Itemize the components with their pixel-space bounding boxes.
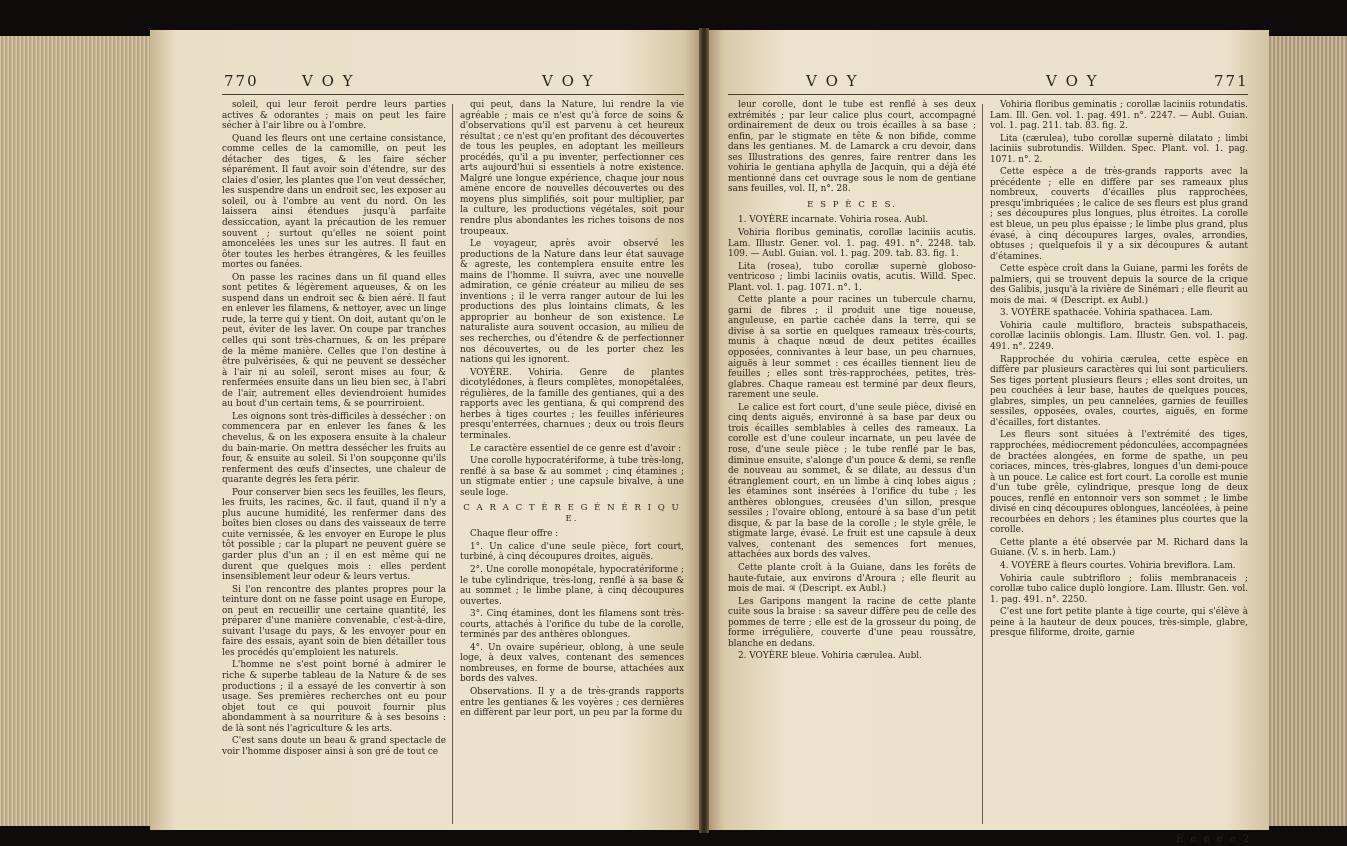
paragraph: Vohiria caule multifloro, bracteis subspathaceis, corollæ laciniis oblongis. Lam. Illustr. Gen. vol. 1. pag. 491. n°. 2249. xyxy=(990,320,1248,353)
header-rule-right xyxy=(728,94,1248,95)
signature-mark: E e e e e 2 xyxy=(1176,834,1252,845)
paragraph: Cette espèce croît dans la Guiane, parmi les forêts de palmiers, qui se trouvent depuis la source de la crique des Galibis, jusqu'à la rivière de Sinémari ; elle fleurit au mois de mai. ♃ (Descript. ex Aubl.) xyxy=(990,264,1248,306)
paragraph: Le calice est fort court, d'une seule pièce, divisé en cinq dents aiguës, environné à sa base par deux ou trois écailles semblables à celles des rameaux. La corolle est d'une couleur incarnate, un peu lavée de rose, d'une seule pièce ; le tube renflé par le bas, diminue ensuite, s'alonge d'un pouce & demi, se renfle de nouveau au sommet, & se dilate, au dessus d'un étranglement court, en un limbe à cinq lobes aigus ; les étamines sont insérées à l'orifice du tube ; les anthères oblongues, creusées d'un sillon, presque sessiles ; l'ovaire oblong, entouré à sa base d'un petit disque, & par la base de la corolle ; le style grêle, le stigmate large, évasé. Le fruit est une capsule à deux valves, contenant des semences fort menues, attachées aux bords des valves. xyxy=(728,402,976,561)
paragraph: Observations. Il y a de très-grands rapports entre les gentianes & les voyères ; ces dernières en diffèrent par leur port, un peu par la forme du xyxy=(460,686,684,719)
paragraph: Vohiria floribus geminatis, corollæ laciniis acutis. Lam. Illustr. Gener. vol. 1. pag. 491. n°. 2248. tab. 109. — Aubl. Guian. vol. 1. pag. 209. tab. 83. fig. 1. xyxy=(728,228,976,260)
paragraph: 4°. Un ovaire supérieur, oblong, à une seule loge, à deux valves, contenant des semences nombreuses, en forme de bourse, attachées aux bords des valves. xyxy=(460,642,684,685)
page-number-left: 770 xyxy=(224,72,259,90)
paragraph: Rapprochée du vohiria cærulea, cette espèce en diffère par plusieurs caractères qui lui sont particuliers. Ses tiges portent plusieurs fleurs ; elles sont droites, un peu couchées à leur base, hautes de quelques pouces, glabres, simples, un peu cannelées, garnies de feuilles sessiles, opposées, ovales, courtes, aiguës, en forme d'écailles, fort distantes. xyxy=(990,354,1248,428)
paragraph: On passe les racines dans un fil quand elles sont petites & légèrement aqueuses, & on les suspend dans un endroit sec & bien aéré. Il faut en enlever les filamens, & nettoyer, avec un linge rude, la terre qui y tient. On doit, autant qu'on le peut, éviter de les laver. On coupe par tranches celles qui sont très-charnues, & on les prépare de la même manière. Celles que l'on destine à être pulvérisées, & qui ne peuvent se dessécher à l'air ni au soleil, seront mises au four, & renfermées ensuite dans un lieu bien sec, à l'abri de l'air, autrement elles deviendroient humides au bout d'un certain tems, & se pourriroient. xyxy=(222,272,446,410)
paragraph: 3°. Cinq étamines, dont les filamens sont très-courts, attachés à l'orifice du tube de la corolle, terminés par des anthères oblongues. xyxy=(460,609,684,641)
column-divider-right xyxy=(982,104,983,824)
left-page xyxy=(150,30,702,830)
paragraph: Le caractère essentiel de ce genre est d'avoir : xyxy=(470,443,682,454)
paragraph: Le voyageur, après avoir observé les productions de la Nature dans leur état sauvage & agreste, les contemplera ensuite entre les mains de l'homme. Il suivra, avec une nouvelle admiration, ce génie créateur au milieu de ses inventions ; il le verra ranger autour de lui les productions des plus lointains climats, & les approprier au bonheur de son existence. Le naturaliste aura souvent occasion, au milieu de ses recherches, ou d'étendre & de perfectionner nos découvertes, ou de les porter chez les nations qui les ignorent. xyxy=(460,239,684,366)
paragraph: 1. VOYÈRE incarnate. Vohiria rosea. Aubl. xyxy=(738,215,929,226)
right-page-edges xyxy=(1268,36,1347,826)
paragraph: Cette espèce a de très-grands rapports avec la précédente ; elle en diffère par ses rameaux plus nombreux, couverts d'écailles plus rapprochées, presqu'imbriquées ; le calice de ses fleurs est plus grand ; ses découpures plus longues, plus étroites. La corolle est bleue, un peu plus épaisse ; le limbe plus grand, plus évasé, à cinq découpures larges, ovales, arrondies, obtuses ; quelquefois il y a six découpures & autant d'étamines. xyxy=(990,167,1248,262)
paragraph: 2°. Une corolle monopétale, hypocratériforme ; le tube cylindrique, très-long, renflé à sa base & au sommet ; le limbe plane, à cinq découpures ouvertes. xyxy=(460,564,684,607)
paragraph: Cette plante a pour racines un tubercule charnu, garni de fibres ; il produit une tige noueuse, anguleuse, en partie cachée dans la terre, qui se divise à sa sortie en quelques rameaux très-courts, munis à chaque nœud de deux petites écailles opposées, connivantes à leur base, un peu charnues, aiguës à leur sommet : ces écailles tiennent lieu de feuilles ; elles sont très-rapprochées, petites, très-glabres. Chaque rameau est terminé par deux fleurs, rarement une seule. xyxy=(728,295,976,401)
paragraph: leur corolle, dont le tube est renflé à ses deux extrémités ; par leur calice plus court, accompagné ordinairement de deux ou trois écailles à sa base ; enfin, par le stigmate en tête & non bifide, comme dans les gentianes. M. de Lamarck a cru devoir, dans ses Illustrations des genres, faire rentrer dans les vohiria le gentiana aphylla de Jacquin, qui a déjà été mentionné dans cet ouvrage sous le nom de gentiane sans feuilles, vol. II, n°. 28. xyxy=(728,100,976,195)
paragraph: VOYÈRE. Vohiria. Genre de plantes dicotylédones, à fleurs complètes, monopétalées, régulières, de la famille des gentianes, qui a des rapports avec les gentiana, & qui comprend des herbes à tiges courtes ; les feuilles inférieures presqu'enterrées, charnues ; deux ou trois fleurs terminales. xyxy=(460,367,684,441)
page-number-right: 771 xyxy=(1214,72,1249,90)
paragraph: C'est une fort petite plante à tige courte, qui s'élève à peine à la hauteur de deux pouces, très-simple, glabre, presque filiforme, droite, garnie xyxy=(990,607,1248,639)
left-column-2 xyxy=(460,100,684,721)
paragraph: Cette plante a été observée par M. Richard dans la Guiane. (V. s. in herb. Lam.) xyxy=(990,537,1248,559)
paragraph: soleil, qui leur feroit perdre leurs parties actives & odorantes ; mais on peut les faire sécher à l'air libre ou à l'ombre. xyxy=(222,100,446,132)
header-rule-left xyxy=(222,94,684,95)
paragraph: 1°. Un calice d'une seule pièce, fort court, turbiné, à cinq découpures droites, aiguës. xyxy=(460,541,684,563)
paragraph: L'homme ne s'est point borné à admirer le riche & superbe tableau de la Nature & de ses productions ; il a essayé de les convertir à son usage. Ses premières recherches ont eu pour objet tout ce qui pouvoit fournir plus abondamment à sa nourriture & à ses besoins : de là sont nés l'agriculture & les arts. xyxy=(222,660,446,734)
section-heading: E S P È C E S. xyxy=(807,199,897,210)
paragraph: Vohiria caule subtrifloro ; foliis membranaceis ; corollæ tubo calice duplò longiore. Lam. Illustr. Gen. vol. 1. pag. 491. n°. 2250. xyxy=(990,573,1248,605)
paragraph: Les Garipons mangent la racine de cette plante cuite sous la braise : sa saveur diffère peu de celle des pommes de terre ; elle est de la grosseur du poing, de forme irrégulière, couverte d'une peau roussâtre, blanche en dedans. xyxy=(728,596,976,649)
paragraph: Lita (rosea), tubo corollæ supernè globoso-ventricoso ; limbi laciniis ovatis, acutis. Willd. Spec. Plant. vol. 1. pag. 1071. n°. 1. xyxy=(728,261,976,293)
paragraph: Lita (cærulea), tubo corollæ supernè dilatato ; limbi laciniis subrotundis. Willden. Spec. Plant. vol. 1. pag. 1071. n°. 2. xyxy=(990,133,1248,165)
right-column-1 xyxy=(728,100,976,664)
paragraph: Cette plante croît à la Guiane, dans les forêts de haute-futaie, aux environs d'Aroura ; elle fleurit au mois de mai. ♃ (Descript. ex Aubl.) xyxy=(728,562,976,595)
paragraph: Les fleurs sont situées à l'extrémité des tiges, rapprochées, médiocrement pédonculées, accompagnées de bractées alongées, en forme de spathe, un peu coriaces, minces, très-glabres, longues d'un demi-pouce à un pouce. Le calice est fort court. La corolle est munie d'un tube grêle, cylindrique, presque long de deux pouces, renflé en entonnoir vers son sommet ; le limbe divisé en cinq découpures oblongues, lancéolées, à peine recourbées en dehors ; les étamines plus courtes que la corolle. xyxy=(990,430,1248,536)
paragraph: Une corolle hypocratériforme, à tube très-long, renflé à sa base & au sommet ; cinq étamines ; un stigmate entier ; une capsule bivalve, à une seule loge. xyxy=(460,456,684,498)
paragraph: Chaque fleur offre : xyxy=(470,529,559,540)
running-head-right-col2: V O Y xyxy=(1046,72,1099,90)
running-head-left-col2: V O Y xyxy=(542,72,595,90)
column-divider-left xyxy=(452,104,453,824)
right-page xyxy=(706,30,1269,845)
section-heading: C A R A C T È R E G É N É R I Q U E. xyxy=(463,503,681,524)
book-gutter xyxy=(699,28,709,833)
paragraph: Les oignons sont très-difficiles à dessécher : on commencera par en enlever les fanes & les chevelus, & on les exposera ensuite à la chaleur du bain-marie. On mettra dessécher les fruits au four, & ensuite au soleil. Si l'on soupçonne qu'ils renferment des œufs d'insectes, une chaleur de quarante degrés les fera périr. xyxy=(222,411,446,486)
paragraph: C'est sans doute un beau & grand spectacle de voir l'homme disposer ainsi à son gré de tout ce xyxy=(222,736,446,757)
right-column-2 xyxy=(990,100,1248,641)
running-head-right-col1: V O Y xyxy=(806,72,859,90)
paragraph: Vohiria floribus geminatis ; corollæ laciniis rotundatis. Lam. Ill. Gen. vol. 1. pag. 491. n°. 2247. — Aubl. Guian. vol. 1. pag. 211. tab. 83. fig. 2. xyxy=(990,100,1248,132)
running-head-left-col1: V O Y xyxy=(302,72,355,90)
left-column-1 xyxy=(222,100,446,759)
left-page-edges xyxy=(0,36,152,826)
paragraph: 4. VOYÈRE à fleurs courtes. Vohiria breviflora. Lam. xyxy=(1000,560,1236,571)
paragraph: Pour conserver bien secs les feuilles, les fleurs, les fruits, les racines, &c. il faut, quand il n'y a plus aucune humidité, les renfermer dans des boîtes bien closes ou dans des vaisseaux de terre cuite vernissée, & les envoyer en Europe le plus tôt possible ; car la plupart ne peuvent guère se garder plus d'un an ; il en est même qui ne durent que quelques mois : elles perdent insensiblement leur odeur & leurs vertus. xyxy=(222,487,446,583)
paragraph: qui peut, dans la Nature, lui rendre la vie agréable ; mais ce n'est qu'à force de soins & d'observations qu'il est parvenu à cet heureux résultat ; ce n'est qu'en profitant des découvertes de tous les peuples, en adoptant les meilleurs procédés, qu'il a pu inventer, perfectionner ces arts aujourd'hui si essentiels à notre existence. Malgré une longue expérience, chaque jour nous amène encore de nouvelles découvertes ou des moyens plus simplifiés, soit pour multiplier, par la culture, les productions végétales, soit pour rendre plus abondantes les riches toisons de nos troupeaux. xyxy=(460,100,684,237)
paragraph: 2. VOYÈRE bleue. Vohiria cærulea. Aubl. xyxy=(738,651,922,662)
paragraph: Si l'on rencontre des plantes propres pour la teinture dont on ne fasse point usage en Europe, on peut en recueillir une certaine quantité, les préparer d'une manière convenable, c'est-à-dire, suivant l'usage du pays, & les envoyer pour en faire des essais, ayant soin de bien détailler tous les procédés qu'emploient les naturels. xyxy=(222,584,446,658)
paragraph: 3. VOYÈRE spathacée. Vohiria spathacea. Lam. xyxy=(1000,308,1213,319)
paragraph: Quand les fleurs ont une certaine consistance, comme celles de la camomille, on peut les détacher des tiges, & les faire sécher séparément. Il faut avoir soin d'étendre, sur des claies d'osier, les plantes que l'on veut dessécher, les suspendre dans un endroit sec, les exposer au soleil, ou à l'ombre au vent du nord. On les laissera ainsi étendues jusqu'à parfaite dessiccation, ayant la précaution de les remuer souvent ; surtout qu'elles ne soient point amoncelées les unes sur les autres. Il faut en ôter toutes les herbes étrangères, & les feuilles mortes ou fanées. xyxy=(222,133,446,271)
